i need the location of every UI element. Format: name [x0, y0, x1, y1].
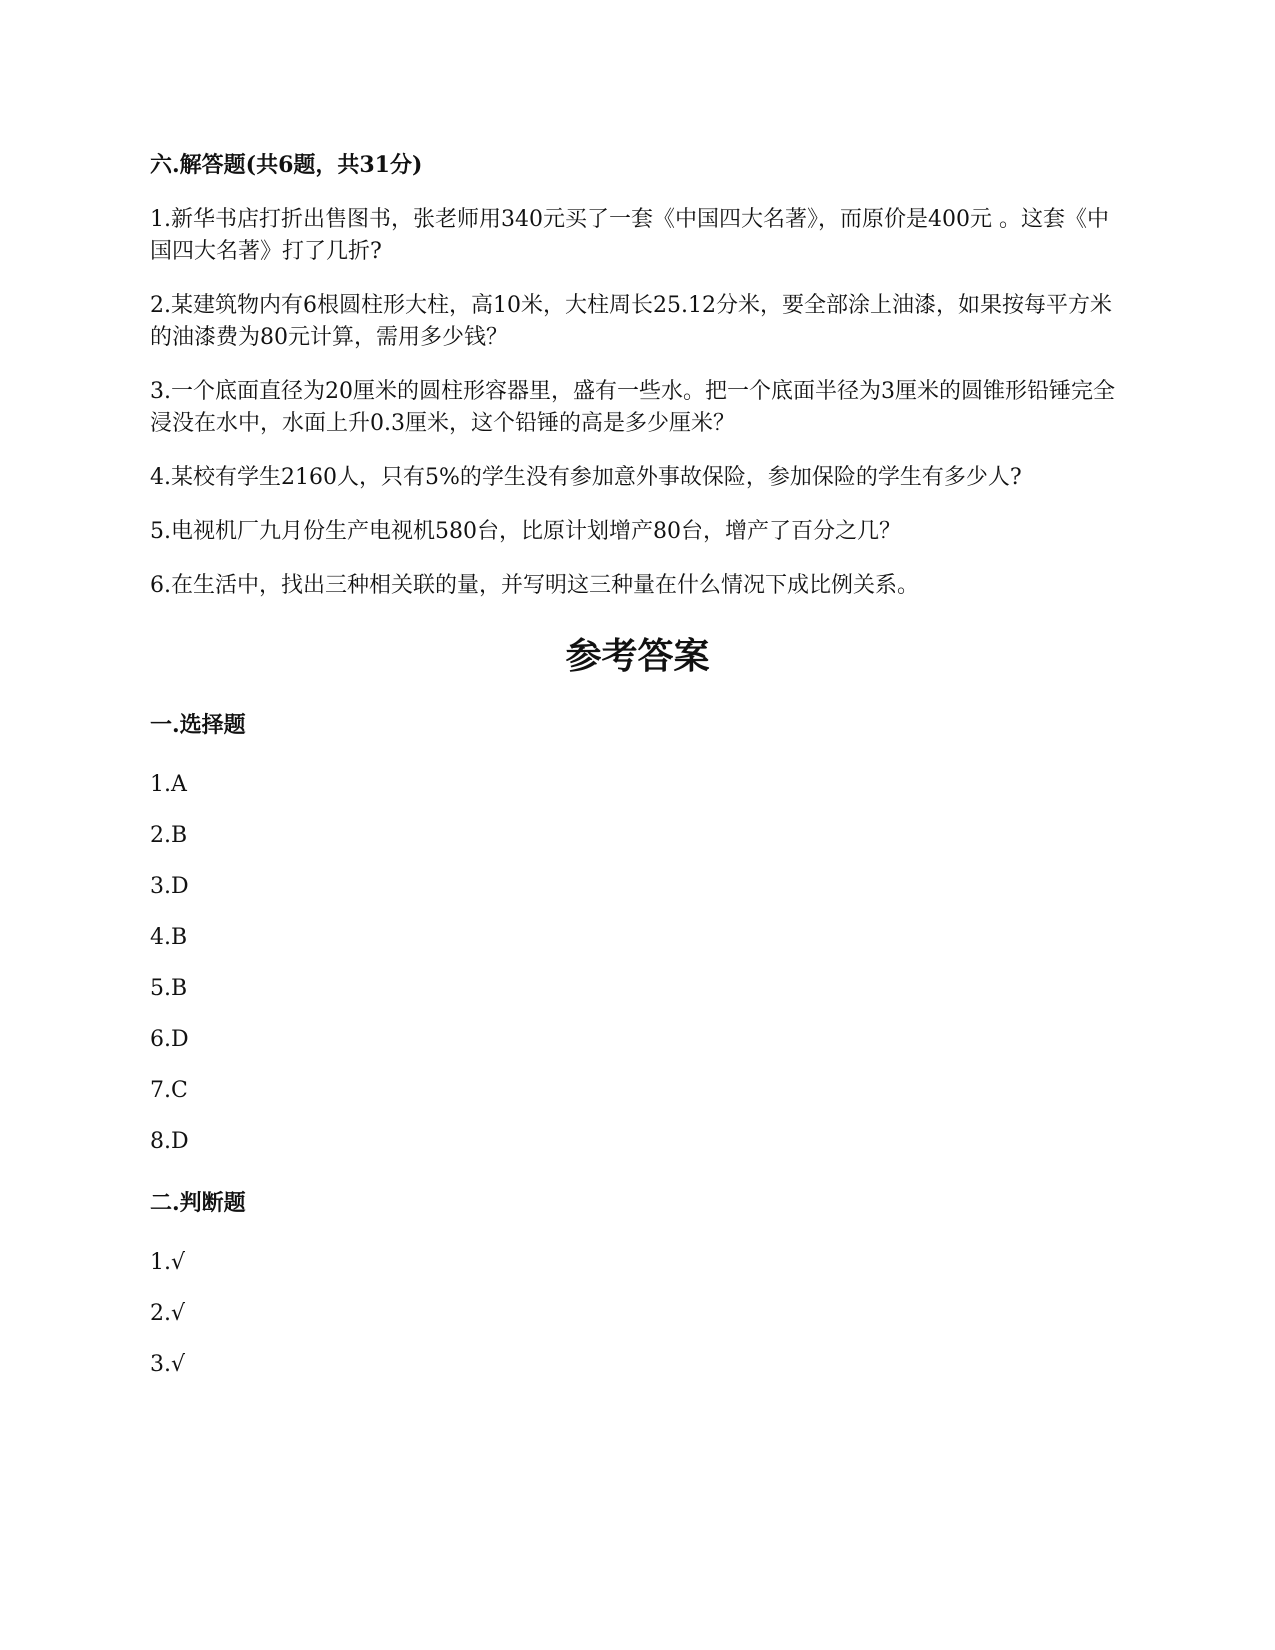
section-heading-judge: 二.判断题	[150, 1190, 246, 1216]
answer-key-title: 参考答案	[565, 635, 710, 677]
choice-answer-1: 1.A	[150, 772, 187, 797]
question-6: 6.在生活中，找出三种相关联的量，并写明这三种量在什么情况下成比例关系。	[150, 573, 919, 598]
question-1: 1.新华书店打折出售图书，张老师用340元买了一套《中国四大名著》，而原价是400元 。这套《中国四大名著》打了几折?	[150, 207, 1109, 264]
question-5: 5.电视机厂九月份生产电视机580台，比原计划增产80台，增产了百分之几？	[150, 519, 901, 544]
judge-answer-2: 2.√	[150, 1301, 186, 1326]
question-3: 3.一个底面直径为20厘米的圆柱形容器里，盛有一些水。把一个底面半径为3厘米的圆锥形铅锤完全浸没在水中，水面上升0.3厘米，这个铅锤的高是多少厘米？	[150, 379, 1115, 436]
choice-answer-3: 3.D	[150, 874, 189, 899]
section-heading-choice: 一.选择题	[150, 712, 246, 738]
choice-answer-2: 2.B	[150, 823, 188, 848]
choice-answer-4: 4.B	[150, 925, 188, 950]
choice-answer-5: 5.B	[150, 976, 188, 1001]
judge-answer-1: 1.√	[150, 1250, 186, 1275]
choice-answer-8: 8.D	[150, 1129, 189, 1154]
question-4: 4.某校有学生2160人，只有5%的学生没有参加意外事故保险，参加保险的学生有多少人?	[150, 465, 1022, 490]
judge-answer-3: 3.√	[150, 1352, 186, 1377]
section-heading-solve: 六.解答题(共6题，共31分)	[150, 152, 423, 178]
question-2: 2.某建筑物内有6根圆柱形大柱，高10米，大柱周长25.12分米，要全部涂上油漆，如果按每平方米的油漆费为80元计算，需用多少钱？	[150, 293, 1112, 350]
choice-answer-6: 6.D	[150, 1027, 189, 1052]
choice-answer-7: 7.C	[150, 1078, 188, 1103]
